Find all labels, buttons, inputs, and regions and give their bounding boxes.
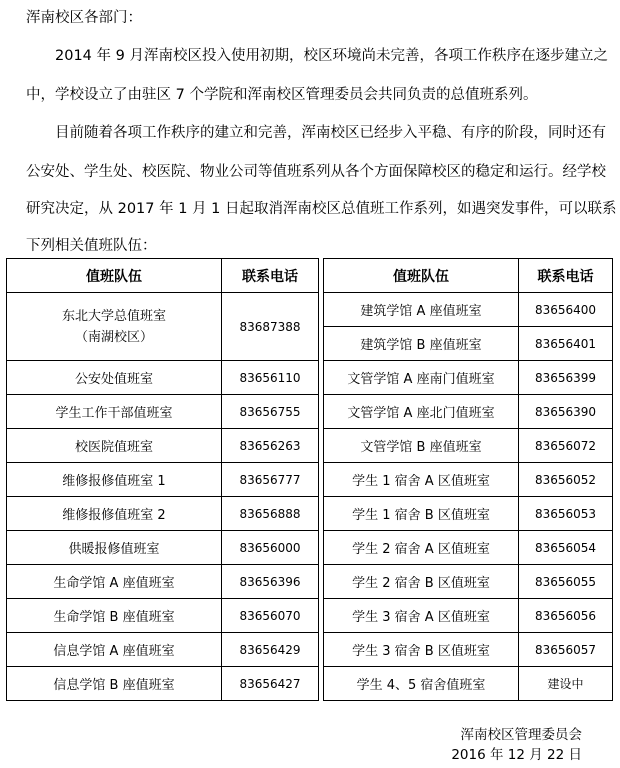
phone-number: 83656056 — [519, 599, 613, 633]
phone-number: 建设中 — [519, 667, 613, 701]
phone-number: 83656755 — [222, 395, 319, 429]
team-name: 信息学馆 B 座值班室 — [7, 667, 222, 701]
team-name: 学生 3 宿舍 A 区值班室 — [324, 599, 519, 633]
table-row — [7, 565, 613, 599]
team-name: 生命学馆 A 座值班室 — [7, 565, 222, 599]
table-row — [7, 599, 613, 633]
header-team-right: 值班队伍 — [324, 259, 519, 293]
paragraph-1-line-2: 中，学校设立了由驻区 7 个学院和浑南校区管理委员会共同负责的总值班系列。 — [26, 87, 538, 103]
phone-number: 83656263 — [222, 429, 319, 463]
phone-number: 83656390 — [519, 395, 613, 429]
phone-number: 83656777 — [222, 463, 319, 497]
phone-number: 83656000 — [222, 531, 319, 565]
phone-number: 83656072 — [519, 429, 613, 463]
team-name: 学生 1 宿舍 B 区值班室 — [324, 497, 519, 531]
team-name: 建筑学馆 B 座值班室 — [324, 327, 519, 361]
phone-number: 83656053 — [519, 497, 613, 531]
team-name: 文管学馆 A 座南门值班室 — [324, 361, 519, 395]
team-name: 学生 1 宿舍 A 区值班室 — [324, 463, 519, 497]
table-row — [7, 429, 613, 463]
signature-org: 浑南校区管理委员会 — [460, 727, 582, 743]
paragraph-2-line-2: 公安处、学生处、校医院、物业公司等值班系列从各个方面保障校区的稳定和运行。经学校 — [26, 164, 606, 180]
table-row — [7, 293, 613, 327]
team-name: 生命学馆 B 座值班室 — [7, 599, 222, 633]
phone-number: 83656057 — [519, 633, 613, 667]
team-name: 维修报修值班室 2 — [7, 497, 222, 531]
phone-number: 83656400 — [519, 293, 613, 327]
table-header-row — [7, 259, 613, 293]
table-row — [7, 531, 613, 565]
paragraph-2-line-1: 目前随着各项工作秩序的建立和完善，浑南校区已经步入平稳、有序的阶段，同时还有 — [55, 125, 606, 141]
team-name: 学生 3 宿舍 B 区值班室 — [324, 633, 519, 667]
team-name: 学生 4、5 宿舍值班室 — [324, 667, 519, 701]
team-name: 东北大学总值班室 — [61, 308, 166, 324]
phone-number: 83656399 — [519, 361, 613, 395]
paragraph-2-line-3: 研究决定，从 2017 年 1 月 1 日起取消浑南校区总值班工作系列，如遇突发事件，可以联系 — [26, 201, 617, 217]
phone-number: 83656888 — [222, 497, 319, 531]
header-phone-right: 联系电话 — [519, 259, 613, 293]
team-name-cell — [7, 293, 222, 361]
header-team-left: 值班队伍 — [7, 259, 222, 293]
team-name: 公安处值班室 — [7, 361, 222, 395]
phone-number: 83656052 — [519, 463, 613, 497]
table-row — [7, 395, 613, 429]
team-name: 信息学馆 A 座值班室 — [7, 633, 222, 667]
duty-contact-table — [6, 258, 613, 701]
table-row — [7, 633, 613, 667]
table-row — [7, 667, 613, 701]
phone-number: 83656427 — [222, 667, 319, 701]
team-name: 学生工作干部值班室 — [7, 395, 222, 429]
phone-number: 83656055 — [519, 565, 613, 599]
team-name: 文管学馆 A 座北门值班室 — [324, 395, 519, 429]
team-name: 学生 2 宿舍 A 区值班室 — [324, 531, 519, 565]
phone-number: 83656401 — [519, 327, 613, 361]
phone-number: 83656070 — [222, 599, 319, 633]
phone-number: 83687388 — [222, 293, 319, 361]
header-phone-left: 联系电话 — [222, 259, 319, 293]
paragraph-2-line-4: 下列相关值班队伍： — [26, 238, 157, 254]
paragraph-1-line-1: 2014 年 9 月浑南校区投入使用初期，校区环境尚未完善，各项工作秩序在逐步建立之 — [55, 48, 608, 64]
salutation: 浑南校区各部门： — [26, 10, 142, 26]
team-name: 校医院值班室 — [7, 429, 222, 463]
phone-number: 83656396 — [222, 565, 319, 599]
phone-number: 83656110 — [222, 361, 319, 395]
team-name-campus: （南湖校区） — [74, 329, 153, 345]
team-name: 文管学馆 B 座值班室 — [324, 429, 519, 463]
signature-date: 2016 年 12 月 22 日 — [451, 747, 582, 763]
team-name: 维修报修值班室 1 — [7, 463, 222, 497]
table-row — [7, 463, 613, 497]
team-name: 供暖报修值班室 — [7, 531, 222, 565]
table-row — [7, 497, 613, 531]
phone-number: 83656054 — [519, 531, 613, 565]
team-name: 建筑学馆 A 座值班室 — [324, 293, 519, 327]
phone-number: 83656429 — [222, 633, 319, 667]
table-row — [7, 361, 613, 395]
team-name: 学生 2 宿舍 B 区值班室 — [324, 565, 519, 599]
